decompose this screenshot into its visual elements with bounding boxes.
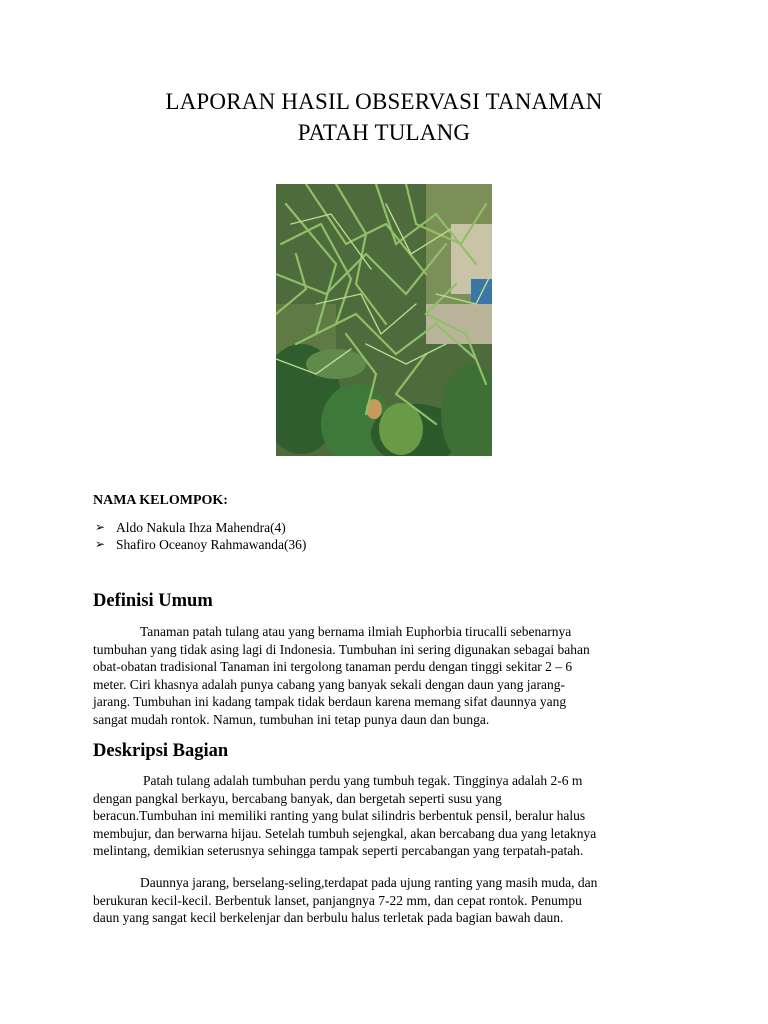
- paragraph-line: beracun.Tumbuhan ini memiliki ranting yang bulat silindris berbentuk pensil, beralur halus: [93, 808, 586, 824]
- member-name: Shafiro Oceanoy Rahmawanda(36): [116, 537, 307, 552]
- paragraph-line: membujur, dan berwarna hijau. Setelah tumbuh sejengkal, akan bercabang dua yang letaknya: [93, 825, 597, 841]
- member-list: [93, 519, 306, 553]
- paragraph: [93, 623, 693, 729]
- list-item: [93, 536, 306, 553]
- paragraph: [93, 874, 693, 927]
- arrow-bullet-icon: ➢: [95, 537, 106, 551]
- paragraph-line: meter. Ciri khasnya adalah punya cabang yang banyak sekali dengan daun yang jarang-: [93, 676, 565, 692]
- paragraph-line: obat-obatan tradisional Tanaman ini tergolong tanaman perdu dengan tinggi sekitar 2 – 6: [93, 659, 573, 675]
- paragraph-line: jarang. Tumbuhan ini kadang tampak tidak berdaun karena memang sifat daunnya yang: [93, 694, 567, 710]
- paragraph-line: daun yang sangat kecil berkelenjar dan berbulu halus terletak pada bagian bawah daun.: [93, 910, 564, 926]
- page-title: [0, 86, 768, 148]
- arrow-bullet-icon: ➢: [95, 520, 106, 534]
- paragraph-line: Tanaman patah tulang atau yang bernama ilmiah Euphorbia tirucalli sebenarnya: [140, 624, 572, 639]
- paragraph-line: melintang, demikian seterusnya sehingga tampak seperti percabangan yang terpatah-patah.: [93, 843, 584, 859]
- paragraph-line: Daunnya jarang, berselang-seling,terdapat pada ujung ranting yang masih muda, dan: [140, 875, 598, 890]
- member-name: Aldo Nakula Ihza Mahendra(4): [116, 520, 286, 535]
- paragraph-line: Patah tulang adalah tumbuhan perdu yang tumbuh tegak. Tingginya adalah 2-6 m: [143, 773, 583, 788]
- title-line-2: PATAH TULANG: [297, 120, 471, 145]
- paragraph-line: tumbuhan yang tidak asing lagi di Indonesia. Tumbuhan ini sering digunakan sebagai bahan: [93, 641, 590, 657]
- paragraph-line: sangat mudah rontok. Namun, tumbuhan ini tetap punya daun dan bunga.: [93, 711, 490, 727]
- title-line-1: LAPORAN HASIL OBSERVASI TANAMAN: [165, 89, 603, 114]
- plant-photo: [276, 184, 492, 456]
- section-heading-definisi-umum: Definisi Umum: [93, 591, 213, 611]
- paragraph: [93, 772, 693, 860]
- group-heading: NAMA KELOMPOK:: [93, 493, 228, 508]
- paragraph-line: berukuran kecil-kecil. Berbentuk lanset, panjangnya 7-22 mm, dan cepat rontok. Penumpu: [93, 892, 582, 908]
- section-heading-deskripsi-bagian: Deskripsi Bagian: [93, 741, 229, 761]
- list-item: [93, 519, 306, 536]
- paragraph-line: dengan pangkal berkayu, bercabang banyak, dan bergetah seperti susu yang: [93, 790, 502, 806]
